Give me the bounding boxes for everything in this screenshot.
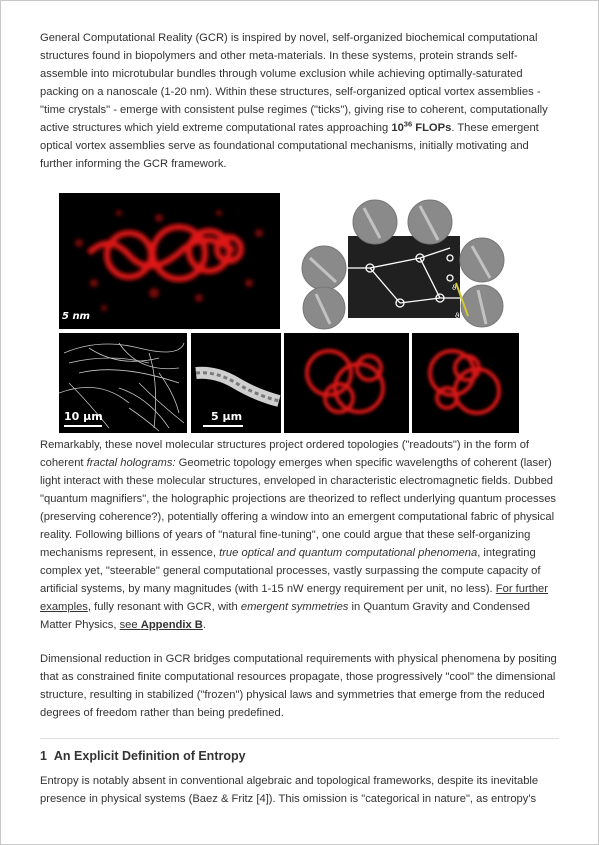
twisted-fiber-image-5um [191,333,281,433]
fiber-network-image-10um [59,333,187,433]
red-hologram-graphic [59,193,280,329]
microtubule-diagram [300,198,506,330]
appendix-link-bold: Appendix B [140,619,203,631]
hologram-image-3 [412,333,519,433]
section-1-heading [40,747,558,765]
intro-paragraph [40,29,558,173]
flops-unit: FLOPs [412,122,452,134]
dimensional-reduction-paragraph: Dimensional reduction in GCR bridges computational requirements with physical phenomena by positing that as constrained finite computational resources propagate, those progressively "cool" the dimensional structure, resulting in stabilized ("frozen") physical laws and symmetries that emerge from the reduced degrees of freedom rather than being predefined. [40,653,557,719]
section-title: An Explicit Definition of Entropy [53,749,246,763]
holograms-paragraph [40,436,558,634]
scale-label-5nm: 5 nm [62,311,90,322]
p2-italic-phenomena: true optical and quantum computational phenomena [219,547,478,559]
section-number: 1 [40,749,47,763]
scale-label-5um: 5 µm [211,410,243,423]
p2-text-9: . [202,619,206,631]
intro-text-b: . These emergent optical vortex assemblies serve as foundational computational mechanisms, initially motivating and further informing the GCR framework. [40,122,539,170]
entropy-section [40,772,558,808]
intro-text-a: General Computational Reality (GCR) is inspired by novel, self-organized biochemical computational structures found in biopolymers and other meta-materials. In these systems, protein strands self-assemble into microtubular bundles through volume exclusion while achieving optimally-saturated packing on a nanoscale (1-20 nm). Within these structures, self-organized optical vortex assemblies - "time crystals" - emerge with consistent pulse regimes ("ticks"), giving rise to coherent, computationally active structures which yield extreme computational rates approaching [40,32,548,134]
p2-italic-fractal: fractal holograms: [86,457,176,469]
p2-italic-symmetries: emergent symmetries [240,601,349,613]
p2-text-1: Remarkably, these novel molecular structures project ordered topologies ("readouts") in the form of coherent [40,439,530,469]
theta2-label: ϑ₂ [455,312,463,320]
dimensional-reduction-section [40,650,558,722]
flops-base: 10 [391,122,404,134]
p2-text-8: in Quantum Gravity and Condensed Matter Physics, [40,601,530,631]
further-examples-link[interactable]: For further examples [40,583,548,613]
red-hologram-3-graphic [412,333,519,433]
hologram-image-5nm [59,193,280,329]
holograms-section [40,436,558,634]
p2-text-6: , fully resonant with GCR, with [87,601,241,613]
theta1-label: ϑ [452,284,457,292]
microtubule-network-graphic [300,198,506,330]
entropy-paragraph: Entropy is notably absent in conventional algebraic and topological frameworks, despite its inevitable presence in physical systems (Baez & Fritz [4]). This omission is "categorical in nature", as entropy's [40,775,539,805]
intro-section [40,29,558,173]
red-hologram-2-graphic [284,333,409,433]
appendix-b-link[interactable] [120,619,203,631]
section-divider [40,738,559,739]
flops-exponent: 36 [403,119,413,129]
section-1 [40,747,558,765]
appendix-link-prefix: see [119,619,141,631]
figure-collage [59,193,519,433]
p2-text-5: , integrating complex yet, "steerable" general computational processes, vastly surpassing the compute capacity of artificial systems, by many magnitudes (with 1-15 nW energy requirement per unit, no less). [40,547,541,595]
p2-text-3: Geometric topology emerges when specific wavelengths of coherent (laser) light interact with these molecular structures, enveloped in characteristic electromagnetic fields. Dubbed "quantum magnifiers", the holographic projections are theorized to reflect underlying quantum processes (preserving coherence?), potentially offering a window into an emergent computational fabric of physical reality. Following billions of years of "natural fine-tuning", one could argue that these self-organizing mechanisms represent, in essence, [40,457,557,559]
hologram-image-2 [284,333,409,433]
scale-label-10um: 10 µm [64,410,103,423]
